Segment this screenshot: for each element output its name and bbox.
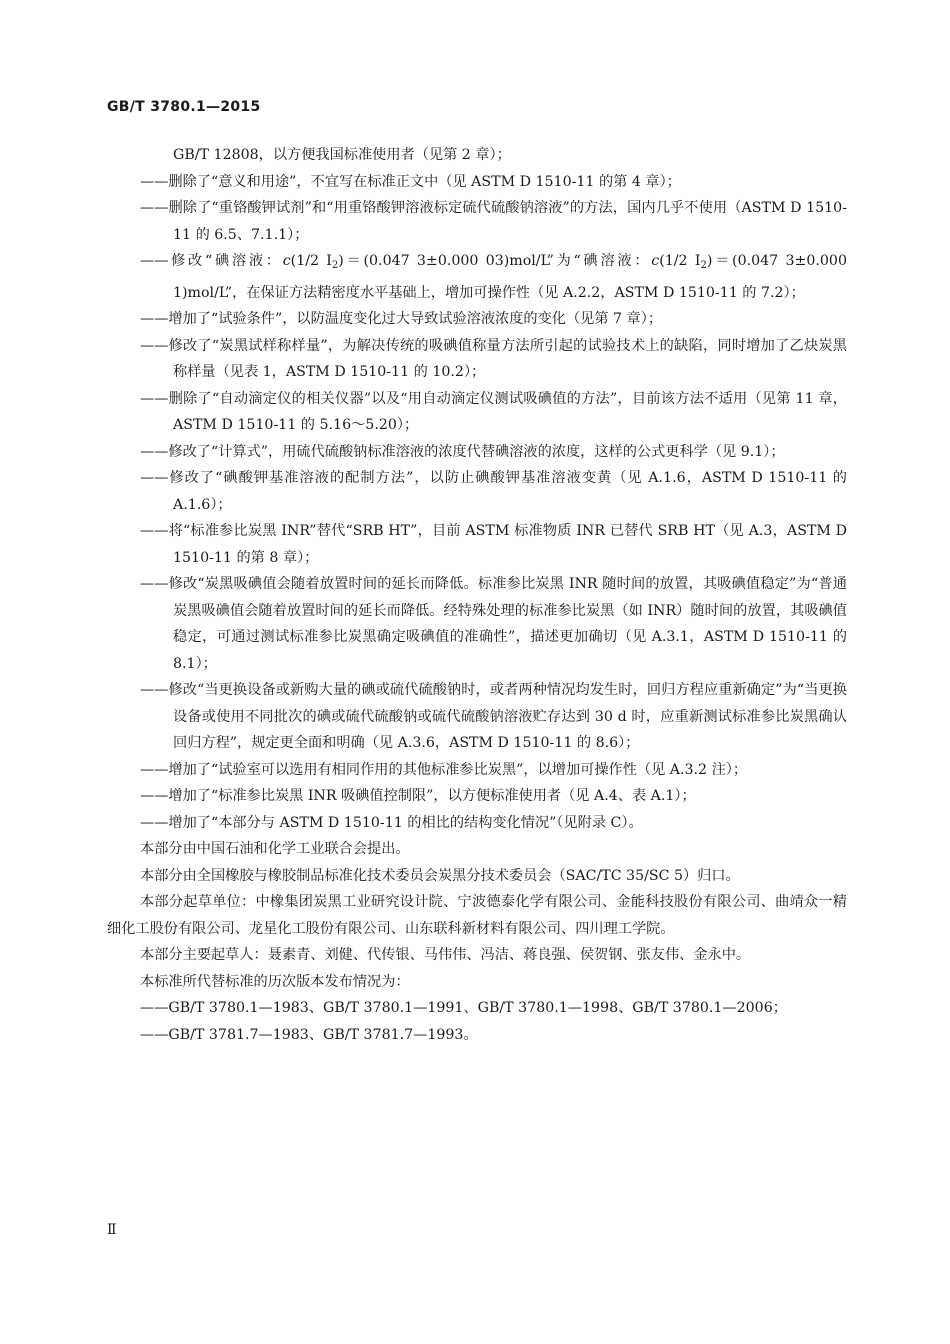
history-item: ——GB/T 3781.7—1983、GB/T 3781.7—1993。 [140,1026,478,1043]
list-item: ——修改“当更换设备或新购大量的碘或硫代硫酸钠时，或者两种情况均发生时，回归方程应重新确定”为“当更换设备或使用不同批次的碘或硫代硫酸钠或硫代硫酸钠溶液贮存达到 30 d 时，应重新测试标准参比炭黑确认回归方程”，规定更全面和明确（见 A.3.6，ASTM D 1510-11 的 8.6）； [140,682,847,751]
list-item: ——增加了“本部分与 ASTM D 1510-11 的相比的结构变化情况”（见附录 C）。 [140,814,643,831]
list-item-iodine-solution: ——修改“碘溶液：c(1/2 $I_2)=(0.047$ 3±0.000 03)mol/L”为“碘溶液：c(1/2 $I_2)=(0.047$ 3±0.000 1)mol/L”，在保证方法精密度水平基础上，增加可操作性（见 A.2.2，ASTM D 1510-11 的 7.2）； [140,253,847,301]
document-body [107,142,847,1048]
list-item: ——修改了“计算式”，用硫代硫酸钠标准溶液的浓度代替碘溶液的浓度，这样的公式更科学（见 9.1）； [140,443,785,460]
list-item: ——增加了“试验室可以选用有相同作用的其他标准参比炭黑”，以增加可操作性（见 A.3.2 注）； [140,761,748,778]
list-item: ——删除了“自动滴定仪的相关仪器”以及“用自动滴定仪测试吸碘值的方法”，目前该方法不适用（见第 11 章，ASTM D 1510-11 的 5.16～5.20）； [140,390,847,433]
proposer-paragraph: 本部分由中国石油和化学工业联合会提出。 [140,841,410,857]
standard-code: GB/T 3780.1—2015 [107,99,261,115]
list-item: ——修改“炭黑吸碘值会随着放置时间的延长而降低。标准参比炭黑 INR 随时间的放置，其吸碘值稳定”为“普通炭黑吸碘值会随着放置时间的延长而降低。经特殊处理的标准参比炭黑（如 INR）随时间的放置，其吸碘值稳定，可通过测试标准参比炭黑确定吸碘值的准确性”，描述更加确切（见 A.3.1，ASTM D 1510-11 的 8.1）； [140,576,847,672]
page-number: Ⅱ [107,1222,117,1238]
list-item: ——将“标准参比炭黑 INR”替代“SRB HT”，目前 ASTM 标准物质 INR 已替代 SRB HT（见 A.3，ASTM D 1510-11 的第 8 章）； [140,523,847,566]
drafters-paragraph: 本部分主要起草人：聂素青、刘健、代传银、马伟伟、冯洁、蒋良强、侯贺钢、张友伟、金永中。 [140,947,751,963]
list-item: ——删除了“意义和用途”，不宜写在标准正文中（见 ASTM D 1510-11 的第 4 章）； [140,173,681,190]
list-item: ——删除了“重铬酸钾试剂”和“用重铬酸钾溶液标定硫代硫酸钠溶液”的方法，国内几乎不使用（ASTM D 1510-11 的 6.5、7.1.1）； [140,200,847,243]
list-item: ——增加了“试验条件”，以防温度变化过大导致试验溶液浓度的变化（见第 7 章）； [140,311,663,327]
drafting-units-paragraph: 本部分起草单位：中橡集团炭黑工业研究设计院、宁波德泰化学有限公司、金能科技股份有限公司、曲靖众一精细化工股份有限公司、龙星化工股份有限公司、山东联科新材料有限公司、四川理工学院。 [107,894,847,937]
list-item: ——修改了“炭黑试样称样量”，为解决传统的吸碘值称量方法所引起的试验技术上的缺陷，同时增加了乙炔炭黑称样量（见表 1，ASTM D 1510-11 的 10.2）； [140,337,847,380]
list-continuation: GB/T 12808，以方便我国标准使用者（见第 2 章）； [173,147,511,163]
list-item: ——增加了“标准参比炭黑 INR 吸碘值控制限”，以方便标准使用者（见 A.4、表 A.1）； [140,788,696,804]
history-item: ——GB/T 3780.1—1983、GB/T 3780.1—1991、GB/T 3780.1—1998、GB/T 3780.1—2006； [140,1000,787,1016]
committee-paragraph: 本部分由全国橡胶与橡胶制品标准化技术委员会炭黑分技术委员会（SAC/TC 35/SC 5）归口。 [140,867,740,884]
list-item: ——修改了“碘酸钾基准溶液的配制方法”，以防止碘酸钾基准溶液变黄（见 A.1.6，ASTM D 1510-11 的 A.1.6）； [140,470,847,513]
history-paragraph: 本标准所代替标准的历次版本发布情况为： [140,973,410,990]
